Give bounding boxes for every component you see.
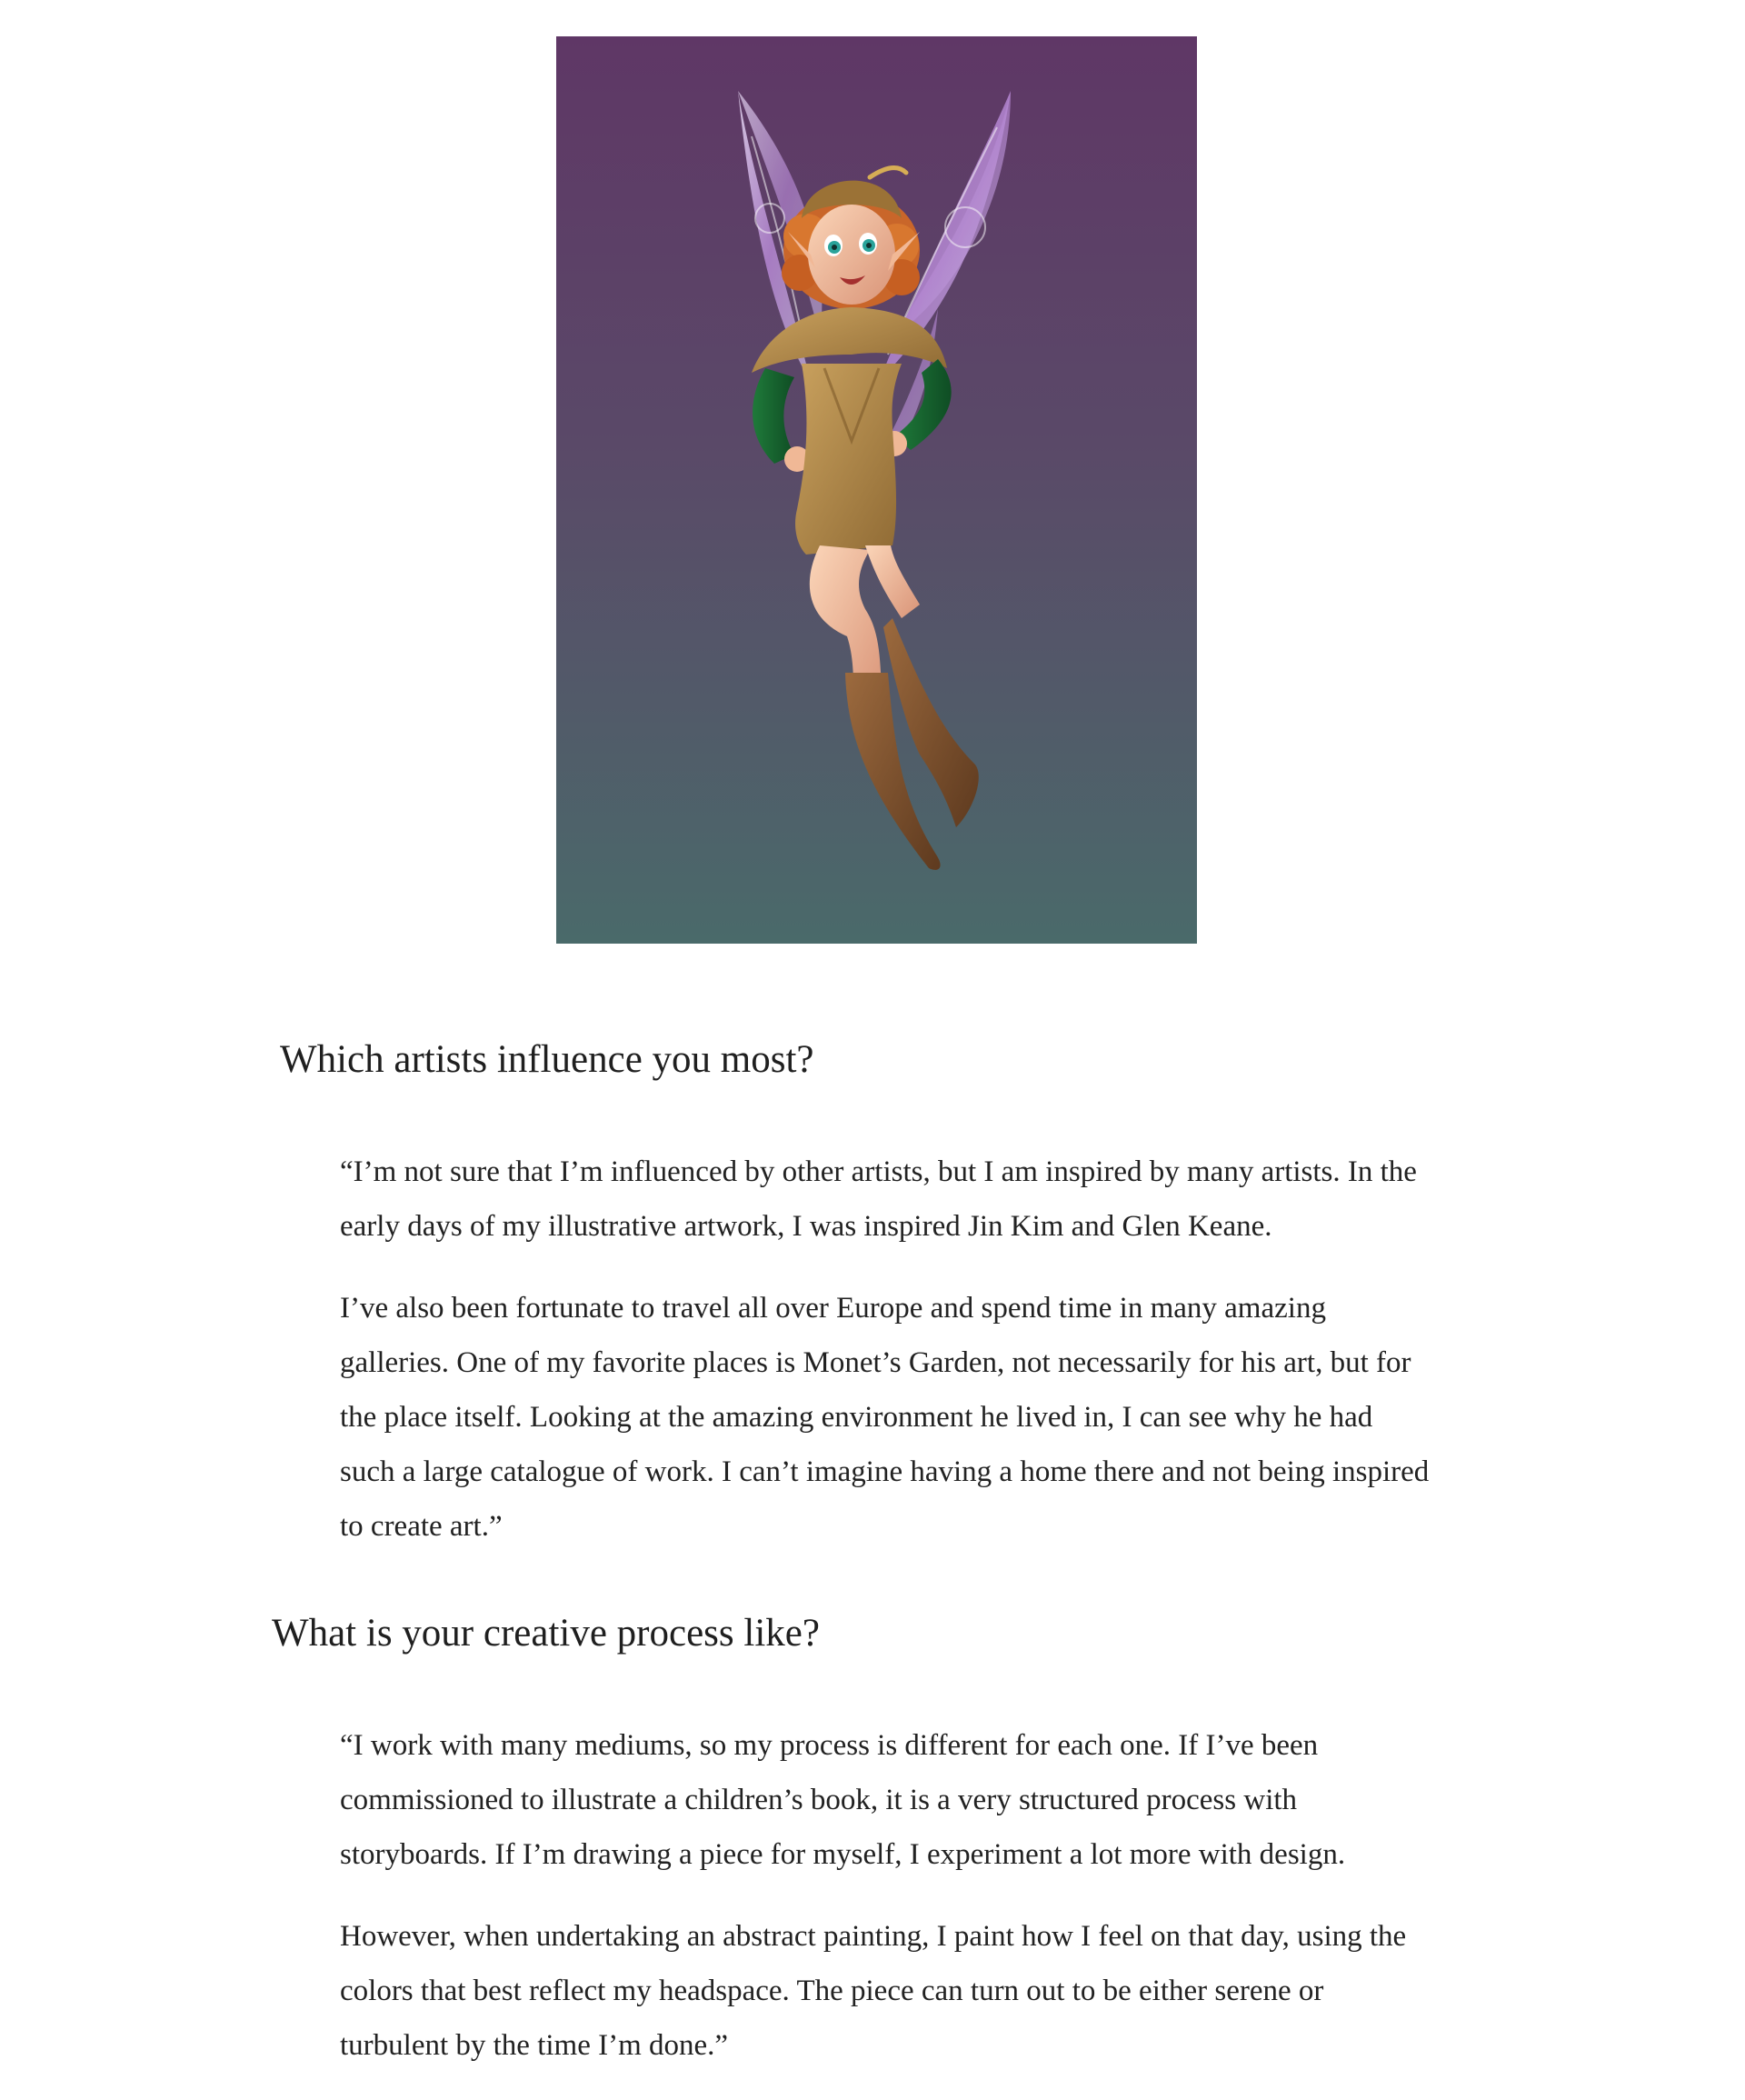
fairy-illustration-image xyxy=(556,36,1197,944)
section-heading-creative-process: What is your creative process like? xyxy=(272,1612,820,1655)
answer-paragraph: “I work with many mediums, so my process is different for each one. If I’ve been commissioned to illustrate a children’s book, it is a very structured process with storyboards. If I’m drawing a piece for myself, I experiment a lot more with design. xyxy=(340,1729,1346,1871)
section-heading-artists: Which artists influence you most? xyxy=(280,1038,814,1081)
answer-artists xyxy=(340,1145,1431,1581)
answer-paragraph: “I’m not sure that I’m influenced by other artists, but I am inspired by many artists. In the early days of my illustrative artwork, I was inspired Jin Kim and Glen Keane. xyxy=(340,1155,1417,1243)
answer-paragraph: I’ve also been fortunate to travel all over Europe and spend time in many amazing galleries. One of my favorite places is Monet’s Garden, not necessarily for his art, but for the place itself. Looking at the amazing environment he lived in, I can see why he had such a large catalogue of work. I can’t imagine having a home there and not being inspired to create art.” xyxy=(340,1292,1430,1543)
answer-creative-process xyxy=(340,1718,1431,2100)
answer-paragraph: However, when undertaking an abstract painting, I paint how I feel on that day, using the colors that best reflect my headspace. The piece can turn out to be either serene or turbulent by the time I’m done.” xyxy=(340,1920,1407,2062)
